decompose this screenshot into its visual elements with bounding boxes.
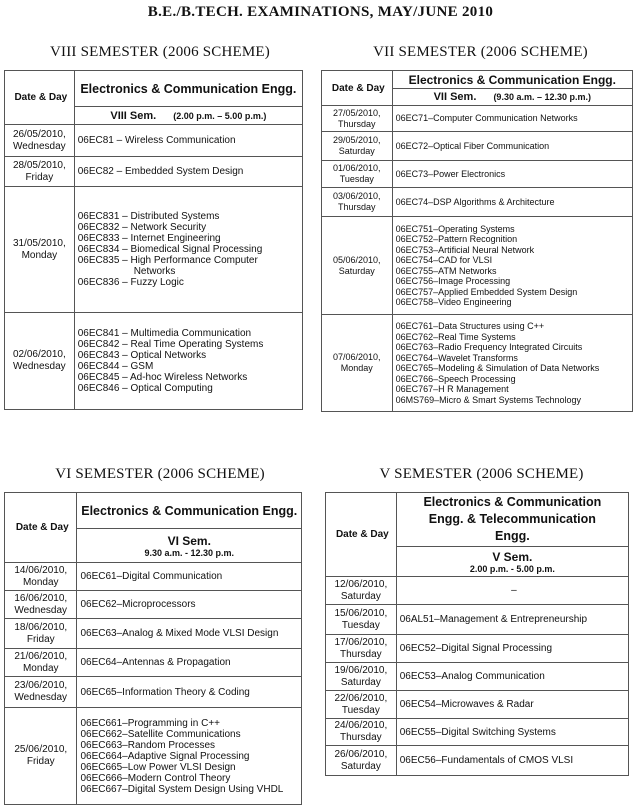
subject-entry: 06MS769–Micro & Smart Systems Technology (395, 394, 582, 405)
table-row (322, 106, 633, 132)
date-day-header: Date & Day (322, 71, 393, 106)
exam-date: 29/05/2010, (333, 135, 381, 145)
exam-date: 16/06/2010, (14, 592, 68, 604)
exam-date: 21/06/2010, (14, 650, 68, 662)
table-row (326, 746, 629, 776)
date-cell (322, 132, 393, 161)
table-row (322, 132, 633, 161)
table-row (5, 563, 302, 591)
subject-entry: 06EC764–Wavelet Transforms (395, 352, 518, 363)
v-semester-title: V SEMESTER (2006 SCHEME) (379, 466, 584, 482)
exam-day: Monday (22, 662, 59, 674)
vi-semester-title: VI SEMESTER (2006 SCHEME) (55, 466, 265, 482)
exam-day: Saturday (338, 146, 375, 156)
subject-entry: 06EC844 – GSM (77, 361, 154, 372)
date-cell (326, 691, 397, 719)
table-row (5, 649, 302, 677)
subjects-cell (77, 677, 302, 708)
exam-date: 17/06/2010, (334, 636, 388, 648)
subject-entry: 06AL51–Management & Entrepreneurship (399, 614, 588, 625)
date-cell (5, 125, 75, 157)
exam-day: Friday (26, 633, 55, 645)
subject-entry: 06EC53–Analog Communication (399, 671, 545, 682)
exam-day: Tuesday (341, 619, 380, 631)
date-day-header: Date & Day (5, 71, 75, 125)
subject-entry: 06EC753–Artificial Neural Network (395, 244, 535, 255)
subject-entry: 06EC833 – Internet Engineering (77, 233, 221, 244)
subjects-cell (396, 663, 628, 691)
dept-header: Electronics & Communication Engg. (74, 71, 302, 107)
viii-semester-table (4, 70, 303, 410)
exam-day: Wednesday (14, 604, 68, 616)
date-day-header: Date & Day (326, 493, 397, 577)
sem-header (392, 89, 632, 106)
date-cell (326, 746, 397, 776)
subject-entry: Networks (133, 266, 176, 277)
table-row (322, 161, 633, 188)
date-cell (5, 313, 75, 410)
exam-date: 26/05/2010, (12, 128, 66, 140)
sem-header (74, 107, 302, 125)
exam-day: Thursday (340, 648, 382, 660)
subject-entry: 06EC758–Video Engineering (395, 297, 512, 307)
table-row (326, 635, 629, 663)
sem-header (396, 547, 628, 577)
subjects-cell (392, 106, 632, 132)
date-cell (322, 161, 393, 188)
exam-date: 22/06/2010, (334, 692, 388, 704)
exam-date: 02/06/2010, (12, 349, 66, 360)
exam-date: 25/06/2010, (14, 744, 68, 755)
table-row (322, 217, 633, 315)
subject-entry: – (511, 585, 517, 596)
subjects-cell (396, 719, 628, 746)
subject-entry: 06EC831 – Distributed Systems (77, 211, 220, 222)
subjects-cell (396, 691, 628, 719)
vi-semester-table (4, 492, 302, 805)
subjects-cell (77, 708, 302, 805)
subject-entry: 06EC81 – Wireless Communication (77, 135, 236, 146)
exam-date: 23/06/2010, (14, 680, 68, 691)
exam-date: 26/06/2010, (334, 748, 388, 760)
exam-date: 31/05/2010, (12, 237, 66, 249)
subjects-cell (392, 161, 632, 188)
subject-entry: 06EC836 – Fuzzy Logic (77, 277, 184, 288)
table-row (5, 591, 302, 619)
subject-entry: 06EC52–Digital Signal Processing (399, 643, 553, 654)
subject-entry: 06EC751–Operating Systems (395, 223, 515, 234)
exam-date: 14/06/2010, (14, 564, 68, 576)
subjects-cell (74, 125, 302, 157)
subjects-cell (77, 591, 302, 619)
exam-day: Wednesday (13, 140, 66, 152)
subject-entry: 06EC765–Modeling & Simulation of Data Networks (395, 363, 600, 373)
subject-entry: 06EC63–Analog & Mixed Mode VLSI Design (80, 628, 279, 639)
exam-date: 01/06/2010, (333, 163, 381, 173)
exam-day: Saturday (340, 760, 381, 772)
date-cell (326, 605, 397, 635)
date-cell (322, 217, 393, 315)
subject-entry: 06EC756–Image Processing (395, 276, 511, 286)
subject-entry: 06EC767–H R Management (395, 384, 509, 394)
exam-day: Friday (26, 756, 55, 767)
subject-entry: 06EC762–Real Time Systems (395, 331, 516, 342)
date-day-header: Date & Day (5, 493, 77, 563)
exam-date: 28/05/2010, (12, 159, 66, 171)
sem-time: (2.00 p.m. – 5.00 p.m.) (173, 110, 267, 121)
subjects-cell (74, 157, 302, 187)
subject-entry: 06EC834 – Biomedical Signal Processing (77, 244, 263, 255)
sem-label: VI Sem. (167, 533, 211, 548)
subject-entry: 06EC61–Digital Communication (80, 571, 223, 582)
exam-day: Saturday (338, 265, 375, 276)
viii-semester-title: VIII SEMESTER (2006 SCHEME) (50, 44, 270, 60)
subject-entry: 06EC55–Digital Switching Systems (399, 726, 556, 738)
subject-entry: 06EC763–Radio Frequency Integrated Circuits (395, 342, 583, 352)
date-cell (5, 591, 77, 619)
exam-day: Saturday (340, 676, 381, 688)
subjects-cell (392, 217, 632, 315)
subjects-cell (392, 315, 632, 412)
subjects-cell (396, 577, 628, 605)
exam-day: Monday (340, 363, 373, 373)
subject-entry: 06EC665–Low Power VLSI Design (80, 761, 236, 773)
page-title: B.E./B.TECH. EXAMINATIONS, MAY/JUNE 2010 (147, 4, 494, 20)
subject-entry: 06EC662–Satellite Communications (80, 728, 241, 740)
subject-entry: 06EC65–Information Theory & Coding (80, 686, 250, 698)
subject-entry: 06EC663–Random Processes (80, 739, 216, 751)
table-row (5, 677, 302, 708)
sem-time: (9.30 a.m. – 12.30 p.m.) (493, 92, 591, 102)
subject-entry: 06EC766–Speech Processing (395, 373, 516, 384)
subject-entry: 06EC73–Power Electronics (395, 168, 506, 179)
subject-entry: 06EC843 – Optical Networks (77, 350, 207, 361)
subjects-cell (77, 563, 302, 591)
sem-time: 2.00 p.m. - 5.00 p.m. (469, 563, 555, 574)
date-cell (5, 157, 75, 187)
subject-entry: 06EC56–Fundamentals of CMOS VLSI (399, 755, 574, 766)
exam-day: Monday (22, 576, 59, 588)
date-cell (5, 619, 77, 649)
table-row (5, 187, 303, 313)
exam-date: 27/05/2010, (333, 107, 381, 118)
table-row (326, 577, 629, 605)
vii-semester-title: VII SEMESTER (2006 SCHEME) (373, 44, 588, 60)
exam-day: Wednesday (14, 692, 68, 703)
subjects-cell (396, 605, 628, 635)
subjects-cell (392, 188, 632, 217)
subjects-cell (74, 187, 302, 313)
exam-date: 07/06/2010, (333, 352, 381, 362)
sem-label: VIII Sem. (110, 109, 157, 122)
exam-date: 03/06/2010, (333, 191, 381, 201)
exam-date: 24/06/2010, (334, 720, 388, 731)
subject-entry: 06EC754–CAD for VLSI (395, 255, 493, 265)
table-row (326, 663, 629, 691)
table-row (326, 719, 629, 746)
subject-entry: 06EC72–Optical Fiber Communication (395, 140, 550, 151)
table-row (326, 691, 629, 719)
sem-time: 9.30 a.m. - 12.30 p.m. (144, 547, 235, 558)
subject-entry: 06EC761–Data Structures using C++ (395, 321, 545, 331)
sem-label: VII Sem. (433, 91, 477, 103)
exam-day: Thursday (338, 202, 376, 212)
subjects-cell (77, 619, 302, 649)
table-row (322, 188, 633, 217)
dept-header: Electronics & Communication Engg. (77, 493, 302, 529)
table-row (5, 157, 303, 187)
subject-entry: 06EC835 – High Performance Computer (77, 255, 258, 266)
date-cell (5, 563, 77, 591)
date-cell (326, 719, 397, 746)
date-cell (5, 649, 77, 677)
subject-entry: 06EC845 – Ad-hoc Wireless Networks (77, 372, 248, 383)
exam-date: 18/06/2010, (14, 621, 68, 633)
table-row (322, 315, 633, 412)
subjects-cell (77, 649, 302, 677)
exam-day: Tuesday (341, 704, 380, 716)
subject-entry: 06EC71–Computer Communication Networks (395, 113, 578, 124)
date-cell (5, 708, 77, 805)
dept-header: Electronics & Communication Engg. (392, 71, 632, 89)
subject-entry: 06EC74–DSP Algorithms & Architecture (395, 196, 555, 207)
exam-date: 19/06/2010, (334, 664, 388, 676)
date-cell (326, 577, 397, 605)
subject-entry: 06EC832 – Network Security (77, 222, 207, 233)
subject-entry: 06EC752–Pattern Recognition (395, 234, 518, 244)
v-semester-table (325, 492, 629, 776)
subject-entry: 06EC841 – Multimedia Communication (77, 328, 252, 339)
subject-entry: 06EC755–ATM Networks (395, 265, 497, 276)
subjects-cell (396, 746, 628, 776)
exam-day: Wednesday (13, 361, 66, 372)
subjects-cell (396, 635, 628, 663)
date-cell (322, 188, 393, 217)
exam-date: 12/06/2010, (334, 578, 388, 590)
date-cell (5, 187, 75, 313)
date-cell (322, 106, 393, 132)
subject-entry: 06EC846 – Optical Computing (77, 383, 213, 394)
subject-entry: 06EC664–Adaptive Signal Processing (80, 750, 250, 762)
subject-entry: 06EC62–Microprocessors (80, 599, 196, 610)
date-cell (5, 677, 77, 708)
subject-entry: 06EC842 – Real Time Operating Systems (77, 339, 264, 350)
exam-day: Tuesday (339, 174, 374, 184)
subjects-cell (392, 132, 632, 161)
subject-entry: 06EC661–Programming in C++ (80, 717, 221, 729)
table-row (5, 708, 302, 805)
date-cell (326, 635, 397, 663)
exam-day: Friday (25, 171, 54, 183)
table-row (5, 125, 303, 157)
table-row (5, 313, 303, 410)
exam-date: 05/06/2010, (333, 254, 381, 265)
exam-day: Saturday (340, 590, 381, 602)
subject-entry: 06EC54–Microwaves & Radar (399, 699, 534, 710)
date-cell (322, 315, 393, 412)
sem-label: V Sem. (492, 549, 533, 564)
subject-entry: 06EC82 – Embedded System Design (77, 166, 244, 177)
exam-day: Thursday (338, 118, 376, 129)
subject-entry: 06EC64–Antennas & Propagation (80, 657, 231, 668)
vii-semester-table (321, 70, 633, 412)
exam-date: 15/06/2010, (334, 607, 388, 619)
exam-day: Monday (21, 249, 58, 261)
subject-entry: 06EC667–Digital System Design Using VHDL (80, 783, 284, 795)
table-row (326, 605, 629, 635)
dept-header: Electronics & Communication Engg. & Telecommunication Engg. (396, 493, 628, 547)
subject-entry: 06EC757–Applied Embedded System Design (395, 286, 578, 297)
subject-entry: 06EC666–Modern Control Theory (80, 772, 231, 784)
date-cell (326, 663, 397, 691)
sem-header (77, 529, 302, 563)
table-row (5, 619, 302, 649)
exam-day: Thursday (340, 732, 382, 743)
subjects-cell (74, 313, 302, 410)
